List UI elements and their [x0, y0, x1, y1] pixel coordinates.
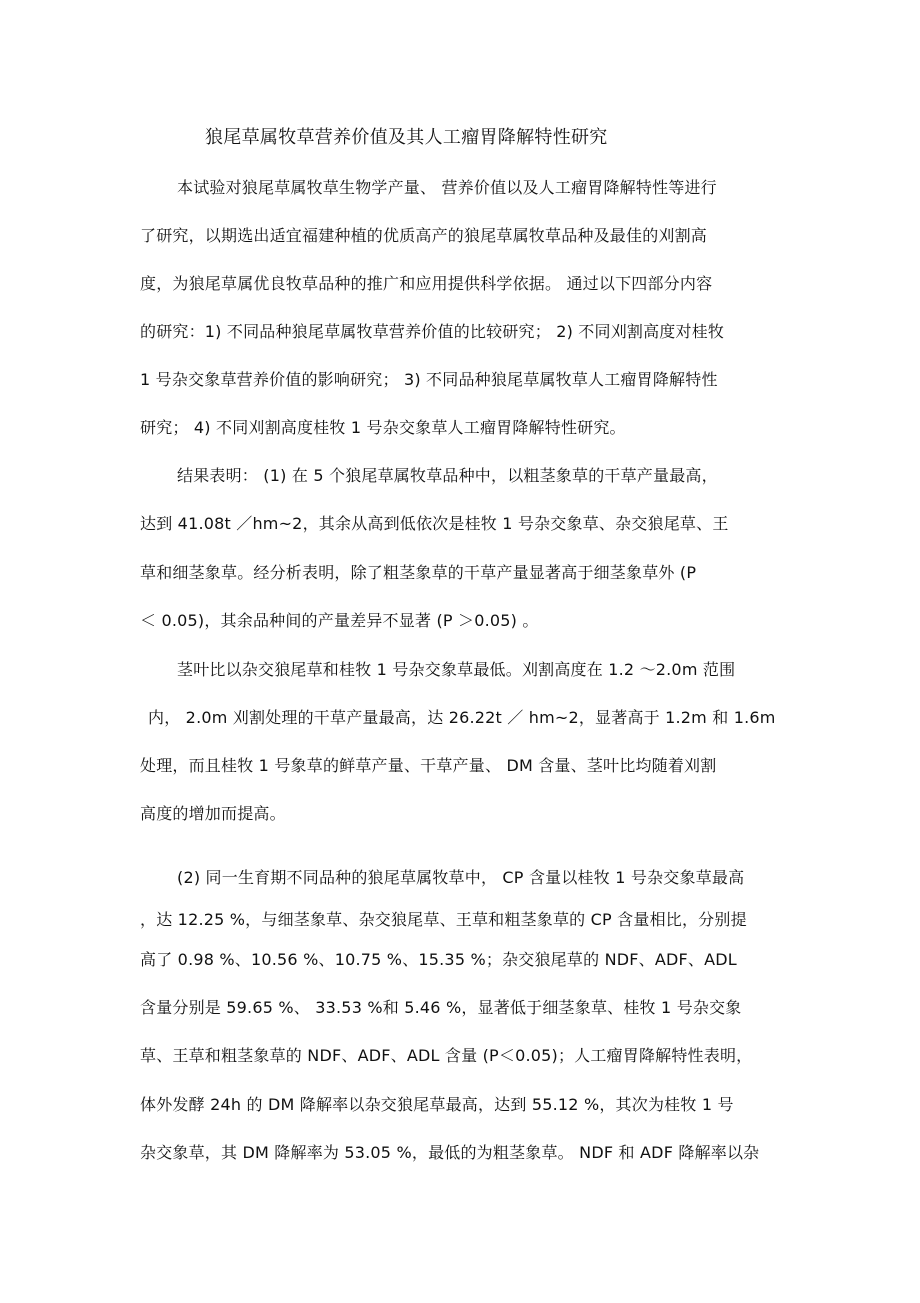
- paragraph-line-18: 含量分别是 59.65 %、 33.53 %和 5.46 %，显著低于细茎象草、桂牧 1 号杂交象: [140, 998, 742, 1017]
- paragraph-line-16: ，达 12.25 %，与细茎象草、杂交狼尾草、王草和粗茎象草的 CP 含量相比，分别提: [140, 910, 747, 929]
- paragraph-line-2: 了研究，以期选出适宜福建种植的优质高产的狼尾草属牧草品种及最佳的刈割高: [140, 226, 708, 245]
- paragraph-line-11: 茎叶比以杂交狼尾草和桂牧 1 号杂交象草最低。刈割高度在 1.2 ～2.0m 范围: [177, 660, 736, 679]
- paragraph-line-9: 草和细茎象草。经分析表明，除了粗茎象草的干草产量显著高于细茎象草外 (P: [140, 563, 697, 582]
- paragraph-line-12: 内， 2.0m 刈割处理的干草产量最高，达 26.22t ／ hm~2，显著高于 1.2m 和 1.6m: [148, 708, 776, 727]
- paragraph-line-21: 杂交象草，其 DM 降解率为 53.05 %，最低的为粗茎象草。 NDF 和 ADF 降解率以杂: [140, 1143, 760, 1162]
- paragraph-line-1: 本试验对狼尾草属牧草生物学产量、 营养价值以及人工瘤胃降解特性等进行: [177, 178, 717, 197]
- paragraph-line-10: ＜ 0.05)，其余品种间的产量差异不显著 (P ＞0.05) 。: [140, 611, 539, 630]
- paragraph-line-4: 的研究：1) 不同品种狼尾草属牧草营养价值的比较研究； 2) 不同刈割高度对桂牧: [140, 322, 725, 341]
- paragraph-line-8: 达到 41.08t ／hm~2，其余从高到低依次是桂牧 1 号杂交象草、杂交狼尾草、王: [140, 514, 729, 533]
- paragraph-line-13: 处理，而且桂牧 1 号象草的鲜草产量、干草产量、 DM 含量、茎叶比均随着刈割: [140, 756, 717, 775]
- paragraph-line-15: (2) 同一生育期不同品种的狼尾草属牧草中， CP 含量以桂牧 1 号杂交象草最高: [177, 868, 745, 887]
- paragraph-line-14: 高度的增加而提高。: [140, 804, 286, 823]
- paragraph-line-19: 草、王草和粗茎象草的 NDF、ADF、ADL 含量 (P＜0.05)；人工瘤胃降解特性表明，: [140, 1046, 753, 1065]
- paragraph-line-7: 结果表明： (1) 在 5 个狼尾草属牧草品种中，以粗茎象草的干草产量最高，: [177, 466, 718, 485]
- paragraph-line-17: 高了 0.98 %、10.56 %、10.75 %、15.35 %；杂交狼尾草的 NDF、ADF、ADL: [140, 950, 737, 969]
- paragraph-line-5: 1 号杂交象草营养价值的影响研究； 3) 不同品种狼尾草属牧草人工瘤胃降解特性: [140, 370, 718, 389]
- paragraph-line-20: 体外发酵 24h 的 DM 降解率以杂交狼尾草最高，达到 55.12 %，其次为桂牧 1 号: [140, 1095, 734, 1114]
- paragraph-line-6: 研究； 4) 不同刈割高度桂牧 1 号杂交象草人工瘤胃降解特性研究。: [140, 418, 626, 437]
- document-title: 狼尾草属牧草营养价值及其人工瘤胃降解特性研究: [205, 127, 608, 148]
- paragraph-line-3: 度，为狼尾草属优良牧草品种的推广和应用提供科学依据。 通过以下四部分内容: [140, 274, 713, 293]
